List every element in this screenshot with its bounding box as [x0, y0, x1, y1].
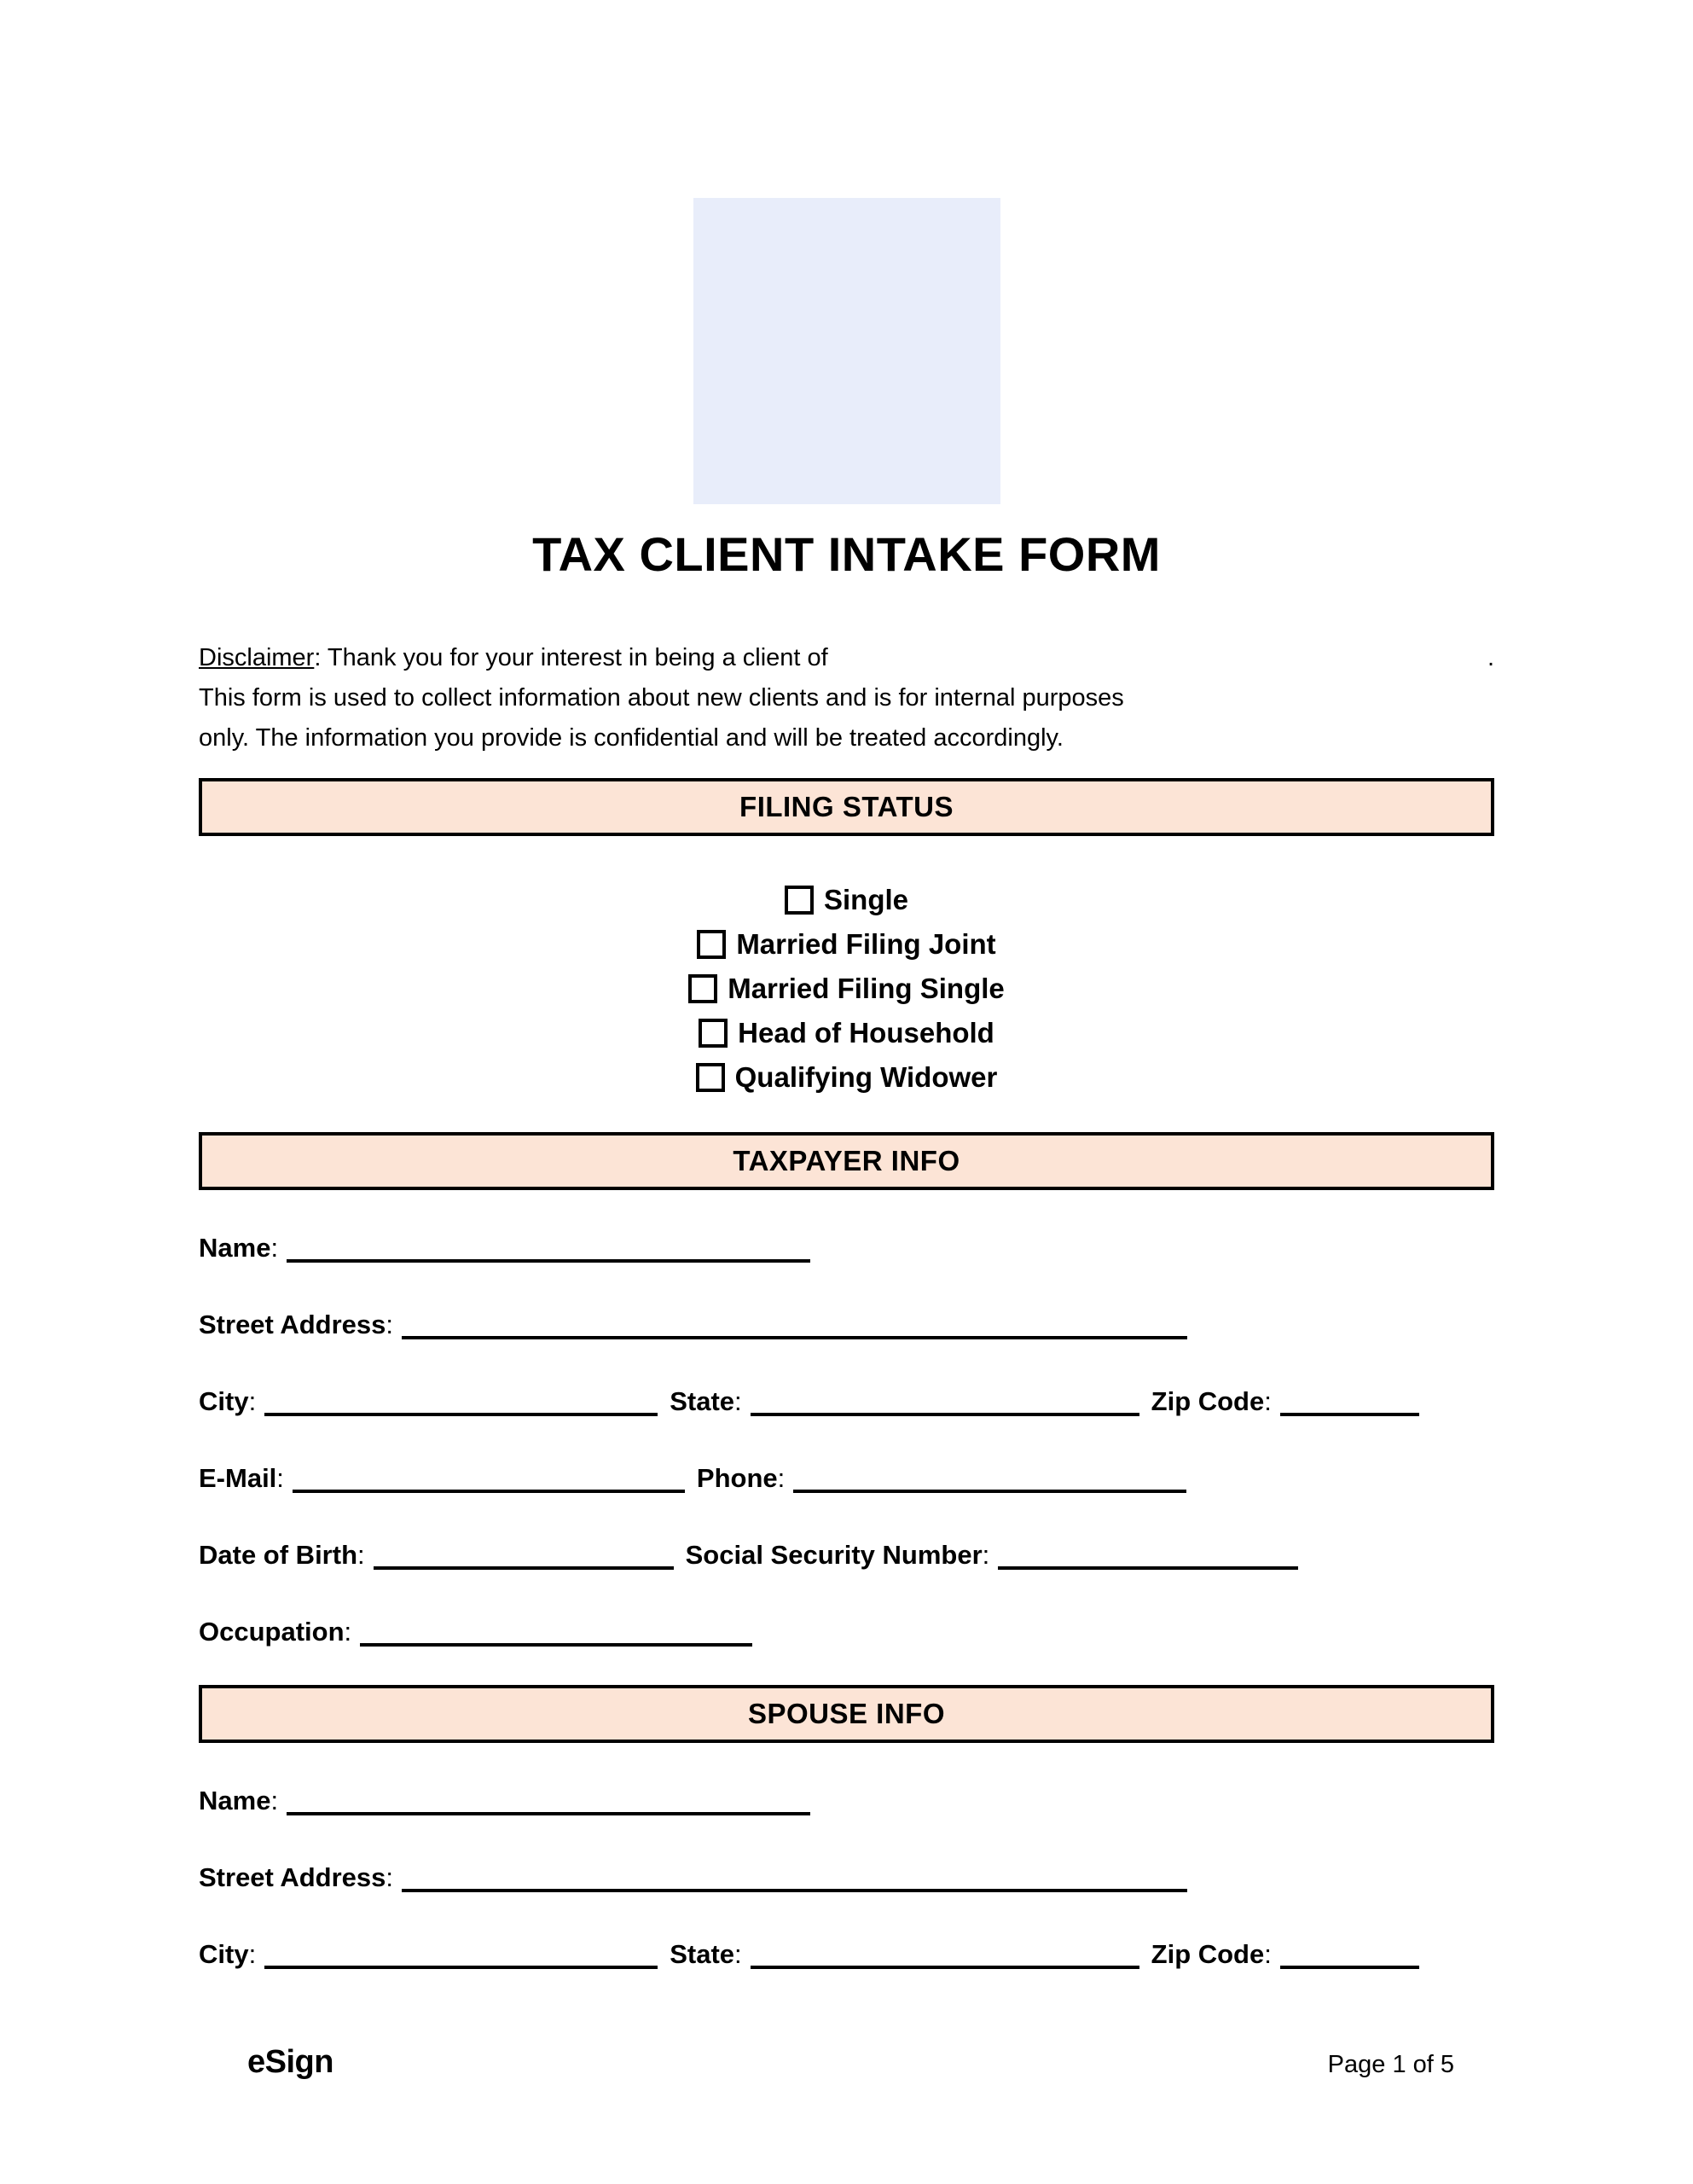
colon: : [248, 1386, 257, 1416]
taxpayer-dob-input-line[interactable] [374, 1560, 674, 1570]
spouse-name-row [199, 1786, 1494, 1820]
taxpayer-name-row [199, 1233, 1494, 1267]
option-row-head-of-household [699, 1015, 994, 1051]
taxpayer-state-input-line[interactable] [751, 1406, 1139, 1416]
colon: : [1264, 1939, 1272, 1969]
colon: : [1264, 1386, 1272, 1416]
colon: : [248, 1939, 257, 1969]
taxpayer-city-input-line[interactable] [264, 1406, 658, 1416]
logo-placeholder [693, 198, 1000, 504]
taxpayer-dob-label: Date of Birth [199, 1540, 357, 1570]
taxpayer-name-input-line[interactable] [287, 1252, 810, 1263]
married-filing-single-checkbox[interactable] [688, 974, 717, 1003]
taxpayer-ssn-input-line[interactable] [998, 1560, 1298, 1570]
single-checkbox[interactable] [785, 886, 814, 915]
option-row-married-filing-joint [697, 926, 995, 962]
spouse-city-state-zip-row [199, 1939, 1494, 1973]
disclaimer-line1-text: : Thank you for your interest in being a client of [314, 644, 828, 671]
spouse-street-label: Street Address [199, 1862, 386, 1892]
colon: : [276, 1463, 284, 1493]
colon: : [734, 1386, 742, 1416]
filing-status-options [199, 882, 1494, 1095]
disclaimer-paragraph [199, 638, 1494, 758]
filing-status-header: FILING STATUS [199, 778, 1494, 836]
disclaimer-line1-period: . [1487, 644, 1494, 671]
page-number: Page 1 of 5 [1327, 2051, 1454, 2078]
married-filing-single-label: Married Filing Single [728, 973, 1005, 1004]
taxpayer-city-label: City [199, 1386, 249, 1416]
colon: : [386, 1862, 394, 1892]
disclaimer-line-2: This form is used to collect information about new clients and is for internal purposes [199, 684, 1124, 712]
taxpayer-zip-label: Zip Code [1151, 1386, 1265, 1416]
colon: : [270, 1786, 279, 1815]
spouse-zip-label: Zip Code [1151, 1939, 1265, 1969]
spouse-name-label: Name [199, 1786, 271, 1815]
taxpayer-info-header: TAXPAYER INFO [199, 1132, 1494, 1190]
taxpayer-phone-label: Phone [696, 1463, 778, 1493]
taxpayer-occupation-input-line[interactable] [360, 1636, 752, 1647]
taxpayer-email-input-line[interactable] [293, 1483, 685, 1493]
taxpayer-occupation-row [199, 1617, 1494, 1651]
taxpayer-occupation-label: Occupation [199, 1617, 345, 1647]
taxpayer-email-label: E-Mail [199, 1463, 277, 1493]
option-row-qualifying-widower [696, 1060, 998, 1095]
head-of-household-checkbox[interactable] [699, 1019, 728, 1048]
colon: : [344, 1617, 352, 1647]
spouse-state-input-line[interactable] [751, 1959, 1139, 1969]
spouse-street-input-line[interactable] [402, 1882, 1187, 1892]
taxpayer-state-label: State [670, 1386, 735, 1416]
taxpayer-street-label: Street Address [199, 1310, 386, 1339]
spouse-city-label: City [199, 1939, 249, 1969]
colon: : [734, 1939, 742, 1969]
spouse-city-input-line[interactable] [264, 1959, 658, 1969]
qualifying-widower-checkbox[interactable] [696, 1063, 725, 1092]
disclaimer-line-3: only. The information you provide is confidential and will be treated accordingly. [199, 724, 1064, 752]
taxpayer-phone-input-line[interactable] [793, 1483, 1186, 1493]
spouse-name-input-line[interactable] [287, 1805, 810, 1815]
disclaimer-label: Disclaimer [199, 644, 315, 671]
taxpayer-name-label: Name [199, 1233, 271, 1263]
taxpayer-dob-ssn-row [199, 1540, 1494, 1574]
taxpayer-street-row [199, 1310, 1494, 1344]
head-of-household-label: Head of Household [738, 1017, 994, 1048]
colon: : [982, 1540, 990, 1570]
colon: : [777, 1463, 786, 1493]
taxpayer-street-input-line[interactable] [402, 1329, 1187, 1339]
page-footer [247, 2044, 1454, 2081]
married-filing-joint-label: Married Filing Joint [736, 928, 996, 960]
single-label: Single [823, 884, 909, 915]
taxpayer-zip-input-line[interactable] [1280, 1406, 1419, 1416]
taxpayer-email-phone-row [199, 1463, 1494, 1497]
option-row-married-filing-single [688, 971, 1005, 1007]
qualifying-widower-label: Qualifying Widower [734, 1061, 998, 1093]
esign-logo: eSign [247, 2044, 333, 2080]
taxpayer-ssn-label: Social Security Number [685, 1540, 983, 1570]
spouse-street-row [199, 1862, 1494, 1896]
colon: : [386, 1310, 394, 1339]
disclaimer-line-1 [199, 638, 1494, 678]
colon: : [357, 1540, 365, 1570]
option-row-single [785, 882, 908, 918]
colon: : [270, 1233, 279, 1263]
married-filing-joint-checkbox[interactable] [697, 930, 726, 959]
spouse-zip-input-line[interactable] [1280, 1959, 1419, 1969]
spouse-state-label: State [670, 1939, 735, 1969]
page-title: TAX CLIENT INTAKE FORM [532, 527, 1161, 581]
spouse-info-header: SPOUSE INFO [199, 1685, 1494, 1743]
taxpayer-city-state-zip-row [199, 1386, 1494, 1420]
